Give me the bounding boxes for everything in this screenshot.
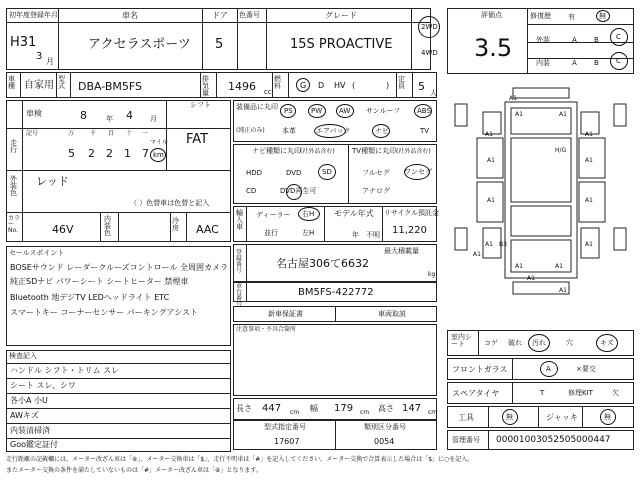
grade-value: 15S PROACTIVE (290, 37, 393, 52)
interior-label: 内装 (536, 59, 550, 67)
drive-4wd: 4WD (421, 49, 438, 57)
km-kigo-label: 記号 (26, 130, 39, 137)
exterior-color-label: 外装色 (10, 175, 17, 197)
warranty-label: 新車保証書 (268, 310, 303, 318)
sales-point-1: BOSEサウンド レーダークルーズコントロール 全周囲カメラ (10, 263, 229, 272)
damage-mark-12: A1 (515, 263, 523, 270)
odo-digit-2: 2 (88, 147, 95, 160)
chassis-label: 車台番号 (236, 283, 243, 308)
class-no-value: 0054 (374, 437, 395, 446)
interior-b: B (594, 59, 599, 67)
inspection-label: 車検 (26, 109, 42, 118)
equip-abs: ABS (417, 107, 431, 115)
reg-month-suffix: 月 (46, 57, 54, 66)
color-code-label: カラー No. (8, 215, 21, 234)
nav-cd: CD (246, 187, 257, 195)
damage-map (447, 78, 634, 320)
damage-mark-11: A1 (585, 241, 593, 248)
color-code-value: 46V (52, 223, 74, 236)
interior-a: A (572, 59, 577, 67)
front-bumper (513, 88, 569, 98)
tv-sub: (社外品含む) (396, 148, 431, 155)
tv-analog: アナログ (362, 187, 390, 195)
plate-label: 登録番号 (236, 249, 243, 274)
class-no-label: 類別区分番号 (364, 423, 406, 431)
damage-mark-4: A1 (485, 131, 493, 138)
tools-none: 無 (506, 413, 513, 421)
shift-label: シフト (190, 101, 211, 109)
tv-oneseg: ワンセグ (404, 168, 432, 176)
notes-label: 注意事項・不具合箇所 (236, 326, 297, 333)
odometer-label: 走行 (10, 139, 17, 154)
seat-hole: 穴 (566, 339, 573, 347)
damage-mark-17: A1 (473, 251, 481, 258)
windshield-label: フロントガラス (452, 365, 508, 374)
equip-title: 装備品に丸印 (236, 103, 278, 111)
note-2: シート スレ、シワ (10, 381, 76, 390)
car-name-label: 車名 (122, 11, 138, 20)
kg-label: kg (428, 271, 436, 278)
color-note: （ ）色替車は色替と記入 (130, 199, 210, 207)
km-l2: 千 (90, 130, 97, 137)
reg-type-label: 車種 (8, 75, 15, 90)
exterior-b: B (594, 36, 599, 44)
plate-value: 名古屋306て6632 (276, 257, 369, 270)
damage-mark-18: H/G (555, 147, 567, 154)
length-cm: cm (290, 409, 300, 416)
nav-dvdplay: DVD再生可 (280, 187, 317, 195)
exterior-a: A (572, 36, 577, 44)
reg-date-label: 初年度登録年月 (9, 11, 58, 19)
seat-label: 室内シート (451, 333, 472, 348)
import-label: 輸入車 (236, 209, 243, 231)
doors-label: ドア (212, 11, 228, 20)
damage-mark-8: A1 (487, 197, 495, 204)
car-name: アクセラスポーツ (88, 37, 191, 52)
year-label: 年 (106, 115, 113, 123)
inspection-year: 8 (80, 109, 87, 122)
type-no-label: 型式指定番号 (264, 423, 306, 431)
odo-digit-1: 5 (68, 147, 75, 160)
damage-mark-3: A1 (559, 111, 567, 118)
km-l3: 百 (108, 130, 115, 137)
nav-title: ナビ種類に丸印 (252, 147, 301, 155)
chassis-value: BM5FS-422772 (298, 287, 374, 298)
sales-point-2: 純正SDナビ パワーシート シートヒーター 禁煙車 (10, 277, 189, 286)
spare-kit: 修理KIT (568, 389, 593, 397)
footer-line-1: 走行距離の記載欄には、メーター改ざん車は「⑧」、メーター交換車は「$」、走行不明車は「#」を記入してください。メーター交換で合算表示した場合は「$」に○を記入。 (6, 456, 474, 463)
max-load-label: 最大積載量 (384, 247, 419, 255)
recycle-label: リサイクル預託金 (384, 209, 440, 217)
reg-type-value: 自家用 (24, 80, 54, 91)
equip-airbag: エアバック (316, 127, 351, 135)
condition-yes: 有 (568, 13, 575, 21)
cooler-value: AAC (196, 223, 219, 236)
seat-tear: 破れ (508, 339, 522, 347)
exterior-c: C (616, 33, 621, 41)
cc-label: cc (264, 88, 272, 96)
equip-pw: PW (311, 107, 323, 115)
note-3: 各小A 小U (10, 396, 48, 405)
cooler-label: 冷房 (172, 217, 179, 232)
damage-mark-5: A1 (585, 131, 593, 138)
doors-value: 5 (215, 37, 224, 52)
damage-mark-2: A1 (515, 111, 523, 118)
damage-mark-9: A1 (585, 197, 593, 204)
interior-c: C (616, 57, 621, 65)
damage-mark-13: B3 (499, 241, 507, 248)
wheel-lr (455, 228, 467, 250)
condition-label: 修復歴 (530, 12, 551, 20)
capacity-label: 定員 (398, 75, 405, 90)
equip-tv: TV (420, 127, 430, 135)
odo-digit-4: 1 (124, 147, 131, 160)
reg-month: 3 (36, 51, 43, 62)
sales-point-label: セールスポイント (9, 249, 65, 257)
inspection-month: 4 (126, 109, 133, 122)
height-value: 147 (402, 403, 422, 414)
roof-panel (511, 206, 571, 236)
equip-leather: 本革 (282, 127, 296, 135)
car-body-outline (505, 102, 577, 278)
exterior-color-value: レッド (36, 175, 69, 188)
km-l5: 一 (142, 130, 149, 137)
wheel-lf (455, 104, 467, 126)
note-6: Goo鑑定証付 (10, 440, 58, 449)
transmission-value: FAT (186, 132, 209, 147)
parallel: 並行 (264, 229, 278, 237)
km-l4: 十 (126, 130, 133, 137)
note-5: 内装清掃済 (10, 426, 50, 435)
damage-mark-14: A1 (527, 275, 535, 282)
left-hand: 左H (302, 229, 315, 237)
seat-dirt: 汚れ (532, 339, 546, 347)
drive-2wd: 2WD (421, 23, 438, 31)
nav-hdd: HDD (246, 169, 263, 177)
length-label: 長さ (236, 404, 252, 413)
type-no-value: 17607 (274, 437, 300, 446)
reg-era: H31 (10, 35, 37, 50)
windshield-a: A (546, 365, 551, 373)
model-label: 型式 (58, 75, 65, 90)
persons-label: 人 (430, 89, 437, 97)
dealer: ディーラー (256, 211, 291, 219)
height-cm: cm (428, 409, 438, 416)
fuel-label: 燃料 (274, 75, 281, 90)
grade-label: グレード (325, 11, 357, 20)
mile-label: マイル (150, 139, 168, 146)
capacity-value: 5 (418, 80, 425, 93)
model-year-label: モデル年式 (334, 209, 374, 218)
score-value: 3.5 (474, 34, 513, 62)
tv-fullseg: フルセグ (362, 169, 390, 177)
exterior-label: 外装 (536, 36, 550, 44)
windshield-replace: ×要交 (576, 365, 596, 373)
damage-mark-6: A1 (487, 157, 495, 164)
height-label: 高さ (378, 404, 394, 413)
sales-point-4: スマートキー コーナーセンサー パーキングアシスト (10, 308, 198, 317)
note-4: AWキズ (10, 411, 39, 420)
tools-label: 工具 (458, 413, 474, 422)
nav-sd: SD (322, 168, 332, 176)
wheel-rf (614, 104, 626, 126)
width-value: 179 (334, 403, 354, 414)
nav-sub: (社外品含む) (300, 148, 335, 155)
interior-color-label: 内装色 (104, 215, 111, 237)
spare-t: T (540, 389, 545, 397)
fuel-d: D (318, 81, 325, 90)
condition-no: 無 (599, 12, 606, 20)
width-label: 幅 (310, 404, 318, 413)
km-l1: 万 (68, 130, 75, 137)
notes-block (233, 324, 437, 396)
equip-sunroof: サンルーフ (366, 107, 401, 115)
spare-missing: 欠 (612, 389, 619, 397)
fuel-paren-close: ) (386, 81, 390, 90)
color-no-label: 色番号 (239, 11, 260, 19)
damage-mark-10: A1 (485, 241, 493, 248)
length-value: 447 (262, 403, 282, 414)
fuel-g: G (300, 81, 307, 90)
jack-label: ジャッキ (546, 413, 578, 422)
damage-mark-16: A1 (559, 287, 567, 294)
score-label: 評価点 (481, 11, 502, 19)
odo-digit-3: 2 (106, 147, 113, 160)
seat-burn: コゲ (484, 339, 498, 347)
damage-mark-7: A1 (585, 157, 593, 164)
mgmt-label: 管理番号 (452, 436, 480, 444)
month-label: 月 (150, 115, 157, 123)
sales-point-3: Bluetooth 地デジTV LEDヘッドライト ETC (10, 293, 170, 302)
inspector-notes-label: 検査記入 (9, 352, 37, 360)
damage-mark-15: A1 (555, 263, 563, 270)
model-year-unknown: 不明 (366, 231, 380, 239)
equip-aw: AW (339, 107, 351, 115)
right-hand: 右H (302, 210, 315, 218)
width-cm: cm (360, 409, 370, 416)
damage-mark-1: A1 (509, 95, 517, 102)
displacement-label: 排気量 (202, 75, 209, 97)
displacement-value: 1496 (228, 80, 256, 93)
wheel-rr (614, 228, 626, 250)
equip-navi: ナビ (375, 127, 389, 135)
km-unit: km (153, 151, 164, 159)
odo-digit-5: 7 (142, 147, 149, 160)
equip-sub: (純正のみ) (236, 127, 265, 134)
fuel-paren-open: ( (352, 81, 356, 90)
nav-dvd: DVD (286, 169, 302, 177)
seat-scratch: キズ (600, 339, 614, 347)
model-year-suffix: 年 (352, 231, 359, 239)
fuel-hv: HV (334, 81, 346, 90)
recycle-value: 11,220 (392, 225, 427, 236)
manual-label: 車両取説 (378, 310, 406, 318)
footer-line-2: またメーター交換の条件を満たしていないものは「#」メーター改ざん車は「⑧」となります。 (6, 467, 262, 474)
note-1: ハンドル シフト・トリム スレ (10, 366, 120, 375)
tv-title: TV種類に丸印 (352, 147, 397, 155)
equip-ps: PS (284, 107, 293, 115)
jack-none: 無 (604, 413, 611, 421)
spare-label: スペアタイヤ (452, 389, 500, 398)
mgmt-value: 00001003052505000447 (496, 435, 611, 445)
model-value: DBA-BM5FS (78, 80, 143, 93)
